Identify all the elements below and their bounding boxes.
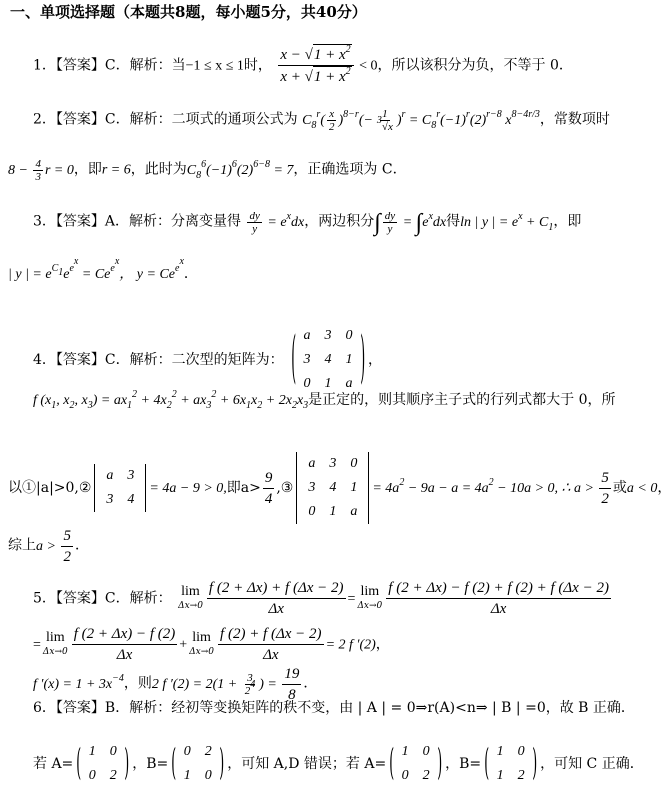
answer-6-line-2: 若 A= ( 1 0 0 2 ) ，B= ( 0 2 1 0 ) ，可知 A,D 错误；若 A= ( 1 0 0 2 ) ，B= ( 1 0 1 2 ) ，可知 C 正确．	[33, 740, 644, 788]
answer-2	[33, 108, 610, 133]
matrix-b-2: ( 1 0 1 2 )	[484, 743, 537, 785]
answer-4-matrix: ( a 3 0 3 4 1 0 1 a )	[291, 328, 365, 392]
answer-5-line-3: f $'(x) = 1 + 3x^{-4}$，则2 f ′(2) = 2(1 + $\frac{3}{2^4}$ ) = $\frac{19}{8}$ ．	[33, 666, 318, 703]
answer-2-label: 2．【答案】C．解析：二项式的通项公式为	[33, 111, 298, 128]
answer-3-line-2: | y | = $e^{C_1}e^{e^x} = Ce^{e^x}$， $y = Ce^{e^x}$．	[8, 256, 198, 282]
answer-4-conclusion: 综上a > $\frac{5}{2}$ ．	[8, 528, 89, 565]
answer-1-condition: −1 ≤ x ≤ 1时，	[185, 58, 272, 74]
answer-2-line-2: 8 − $\frac{4}{3}$ r = 0，即r = 6，此时为$C_8^6(-1)^6(2)^{6-8} = 7$，正确选项为 C．	[8, 158, 407, 183]
matrix-a-2: ( 1 0 0 2 )	[389, 743, 442, 785]
answer-5: 5．【答案】C．解析： lim Δx→0 $\frac{f (2 + \Delta x) + f (\Delta x - 2)}{\Delta x}$ = lim Δx→0 $\frac{f (2 + \Delta x) - f (2) + f (2) + f (\Delta x - 2)}{\Delta x}$	[33, 580, 609, 617]
answer-4-line-2: f ($x_1$, $x_2$, $x_3) = ax_1^2 + 4x_2^2 + ax_3^2 + 6x_1x_2 + 2x_2x_3$是正定的，则其顺序主子式的行列式都大于 0，所	[33, 389, 616, 411]
answer-3-label: 3．【答案】A．解析：分离变量得	[33, 213, 242, 230]
answer-5-label: 5．【答案】C．解析：	[33, 590, 172, 607]
answer-4: 4．【答案】C．解析：二次型的矩阵为： ( a 3 0 3 4 1 0 1 a ) ，	[33, 324, 382, 396]
answer-1-label: 1．【答案】C．解析：当	[33, 57, 186, 74]
section-heading: 一、单项选择题（本题共8题，每小题5分，共40分）	[10, 3, 367, 21]
matrix-b-1: ( 0 2 1 0 )	[171, 743, 224, 785]
answer-3: 3．【答案】A．解析：分离变量得 $\frac{dy}{y}$ = $e^xdx$，两边积分∫ $\frac{dy}{y}$ = $\int e^xdx$得ln | y | = $e^x + C_1$，即	[33, 209, 582, 236]
answer-4-label: 4．【答案】C．解析：二次型的矩阵为：	[33, 352, 284, 368]
answer-1: 1．【答案】C．解析：当−1 ≤ x ≤ 1时， $\frac{x - √1 + x^2}{x + √1 + x^2}$ < 0，所以该积分为负，不等于 0．	[33, 44, 573, 85]
answer-4-line-3: 以①|a|>0,② a 3 3 4 = 4a − 9 > 0,即a> $\frac{9}{4}$ ,③ a 3 0 3 4 1 0 1 a = $4a^2 - 9a - a = 4a^2 - 10a > 0$, ∴ a > $\frac{5}{2}$ 或a < 0，	[8, 452, 671, 524]
answer-1-tail: ，所以该积分为负，不等于 0．	[377, 57, 573, 74]
matrix-a-1: ( 1 0 0 2 )	[76, 743, 129, 785]
answer-5-line-2: = lim Δx→0 $\frac{f (2 + \Delta x) - f (2)}{\Delta x}$ + lim Δx→0 $\frac{f (2) + f (\Delta x - 2)}{\Delta x}$ = 2 f ′(2)，	[33, 626, 390, 663]
answer-6: 6．【答案】B．解析：经初等变换矩阵的秩不变，由 | A | = 0⇒r(A)<n⇒ | B | =0，故 B 正确．	[33, 700, 635, 716]
answer-2-formula: $C_8^r$( $\frac{x}{2}$ )$^{8-r}$(− $\frac{1}{^3√x}$ )$^r = C_8^r(-1)^r(2)^{r-8}$ $x^{8-4r/3}$	[302, 108, 540, 133]
answer-2-tail: ，常数项时	[539, 111, 610, 128]
det-2x2: a 3 3 4	[94, 464, 146, 512]
det-3x3: a 3 0 3 4 1 0 1 a	[296, 452, 369, 524]
answer-1-fraction: $\frac{x - √1 + x^2}{x + √1 + x^2}$	[278, 44, 353, 87]
